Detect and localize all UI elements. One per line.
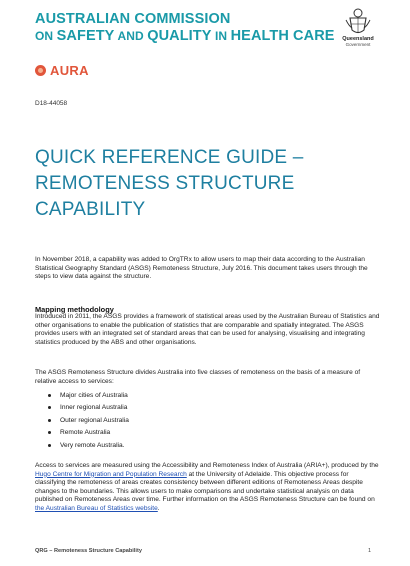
bullet-icon bbox=[48, 394, 51, 397]
title-line: QUICK REFERENCE GUIDE – bbox=[35, 147, 304, 168]
bullet-icon bbox=[48, 419, 51, 422]
document-number: D18-44058 bbox=[35, 100, 68, 107]
method-heading: Mapping methodology bbox=[35, 305, 114, 314]
footer-title: QRG – Remoteness Structure Capability bbox=[35, 548, 142, 554]
method-paragraph: Introduced in 2011, the ASGS provides a framework of statistical areas used by the Australian Bureau of Statistics and other organisations to enable the publication of statistics that are comparable and spatially integrated. The ASGS provides users with an integrated set of standard areas that can be used for analysing, visualising and integrating statistics produced by the ABS and other organisations. bbox=[35, 313, 380, 346]
access-paragraph: Access to services are measured using the Accessibility and Remoteness Index of Australia (ARIA+), produced by the Hugo Centre for Migration and Population Research at the University of Adelaide. This objective process for classifying the remoteness of areas creates consistency between different editions of Remoteness Areas despite changes to the boundaries. This allows users to make comparisons and undertake statistical analysis on data published on Remoteness Areas over time. Further information on the ASGS Remoteness Structure can be found on the Australian Bureau of Statistics website. bbox=[35, 462, 379, 512]
aura-sun-icon bbox=[34, 64, 47, 77]
remoteness-list bbox=[48, 389, 129, 452]
page-number: 1 bbox=[368, 548, 372, 554]
bullet-icon bbox=[48, 444, 51, 447]
title-line: REMOTENESS STRUCTURE bbox=[35, 173, 295, 194]
abs-website-link[interactable]: the Australian Bureau of Statistics website bbox=[35, 504, 158, 512]
queensland-crest-icon bbox=[343, 6, 373, 36]
list-item: Outer regional Australia bbox=[48, 414, 129, 427]
hugo-centre-link[interactable]: Hugo Centre for Migration and Population Research bbox=[35, 470, 187, 478]
list-item: Major cities of Australia bbox=[48, 389, 129, 402]
commission-name-line1: AUSTRALIAN COMMISSION bbox=[35, 11, 231, 27]
qld-sub: Government bbox=[345, 41, 371, 47]
intro-paragraph: In November 2018, a capability was added to OrgTRx to allow users to map their data according to the Australian Statistical Geography Standard (ASGS) Remoteness Structure, July 2016. This document takes users through the steps to view data against the structure. bbox=[35, 256, 368, 281]
queensland-government-logo bbox=[336, 6, 380, 47]
commission-logo bbox=[35, 11, 335, 44]
title-line: CAPABILITY bbox=[35, 199, 146, 220]
bullet-icon bbox=[48, 406, 51, 409]
list-item: Inner regional Australia bbox=[48, 402, 129, 415]
aura-logo bbox=[34, 63, 89, 78]
aura-label: AURA bbox=[50, 63, 89, 78]
list-item: Remote Australia bbox=[48, 427, 129, 440]
asgs-paragraph: The ASGS Remoteness Structure divides Australia into five classes of remoteness on the basis of a measure of relative access to services: bbox=[35, 369, 361, 385]
qld-name: Queensland bbox=[342, 36, 374, 42]
bullet-icon bbox=[48, 431, 51, 434]
page-title bbox=[35, 145, 335, 223]
commission-name-line2: ON SAFETY AND QUALITY IN HEALTH CARE bbox=[35, 27, 335, 44]
list-item: Very remote Australia. bbox=[48, 439, 129, 452]
